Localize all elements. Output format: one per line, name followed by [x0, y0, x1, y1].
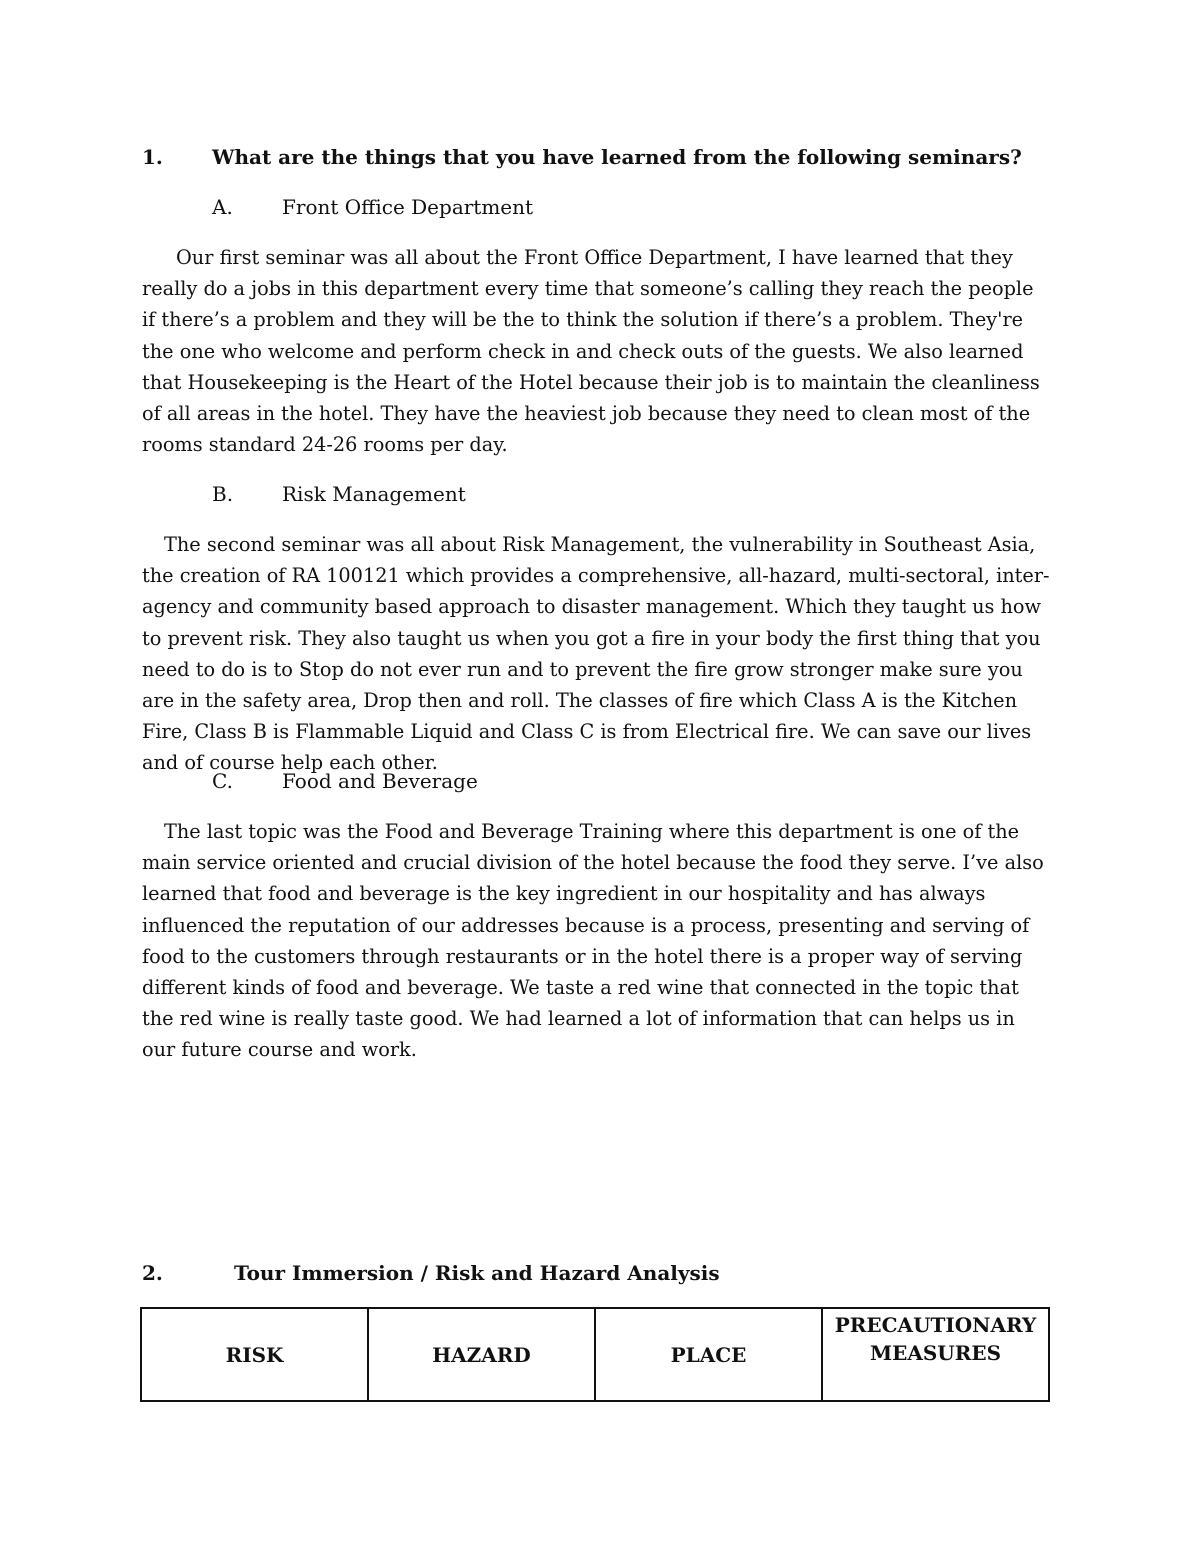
section-a-paragraph: Our first seminar was all about the Front Office Department, I have learned that they really do a jobs in this department every time that someone’s calling they reach the people if there’s a problem and they will be the to think the solution if there’s a problem. They're the one who welcome and perform check in and check outs of the guests. We also learned that Housekeeping is the Heart of the Hotel because their job is to maintain the cleanliness of all areas in the hotel. They have the heaviest job because they need to clean most of the rooms standard 24-26 rooms per day.	[142, 246, 1040, 457]
question-1-text: What are the things that you have learned from the following seminars?	[212, 145, 1022, 169]
header-place: PLACE	[595, 1308, 822, 1401]
header-precautionary-measures: PRECAUTIONARY MEASURES	[822, 1308, 1049, 1401]
question-2-number: 2.	[142, 1261, 163, 1285]
question-1-number: 1.	[142, 145, 163, 169]
header-hazard: HAZARD	[368, 1308, 595, 1401]
section-a-letter: A.	[212, 195, 233, 219]
section-c-letter: C.	[212, 769, 233, 793]
table-header-row	[141, 1308, 1049, 1401]
section-a-title: Front Office Department	[282, 195, 534, 219]
risk-hazard-table	[140, 1307, 1050, 1402]
section-b-letter: B.	[212, 482, 234, 506]
section-c-paragraph: The last topic was the Food and Beverage Training where this department is one of the main service oriented and crucial division of the hotel because the food they serve. I’ve also learned that food and beverage is the key ingredient in our hospitality and has always influenced the reputation of our addresses because is a process, presenting and serving of food to the customers through restaurants or in the hotel there is a proper way of serving different kinds of food and beverage. We taste a red wine that connected in the topic that the red wine is really taste good. We had learned a lot of information that can helps us in our future course and work.	[142, 820, 1044, 1062]
question-2-text: Tour Immersion / Risk and Hazard Analysis	[234, 1261, 720, 1285]
section-b-title: Risk Management	[282, 482, 466, 506]
section-b-paragraph: The second seminar was all about Risk Management, the vulnerability in Southeast Asia, the creation of RA 100121 which provides a comprehensive, all-hazard, multi-sectoral, inter-agency and community based approach to disaster management. Which they taught us how to prevent risk. They also taught us when you got a fire in your body the first thing that you need to do is to Stop do not ever run and to prevent the fire grow stronger make sure you are in the safety area, Drop then and roll. The classes of fire which Class A is the Kitchen Fire, Class B is Flammable Liquid and Class C is from Electrical fire. We can save our lives and of course help each other.	[142, 533, 1050, 775]
section-c-title: Food and Beverage	[282, 769, 478, 793]
header-risk: RISK	[141, 1308, 368, 1401]
